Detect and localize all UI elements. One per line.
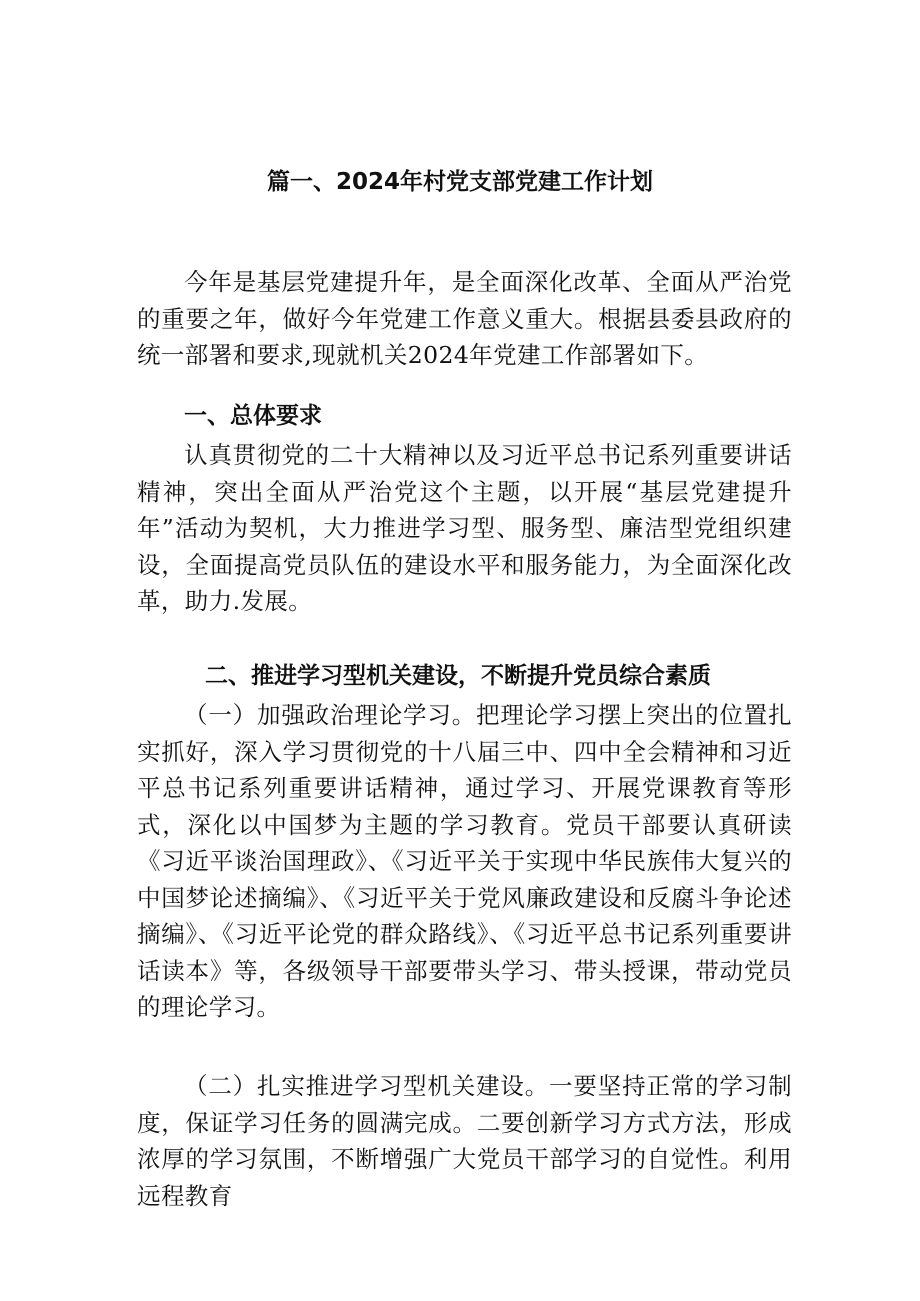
intro-paragraph: 今年是基层党建提升年，是全面深化改革、全面从严治党的重要之年，做好今年党建工作意义重大。根据县委县政府的统一部署和要求,现就机关2024年党建工作部署如下。 xyxy=(137,268,792,369)
section-2-item-1-paragraph: （一）加强政治理论学习。把理论学习摆上突出的位置扎实抓好，深入学习贯彻党的十八届三中、四中全会精神和习近平总书记系列重要讲话精神，通过学习、开展党课教育等形式，深化以中国梦为主题的学习教育。党员干部要认真研读《习近平谈治国理政》、《习近平关于实现中华民族伟大复兴的中国梦论述摘编》、《习近平关于党风廉政建设和反腐斗争论述摘编》、《习近平论党的群众路线》、《习近平总书记系列重要讲话读本》等，各级领导干部要带头学习、带头授课，带动党员的理论学习。 xyxy=(137,701,792,1021)
section-heading-1: 一、总体要求 xyxy=(184,403,322,429)
section-2-item-2-paragraph: （二）扎实推进学习型机关建设。一要坚持正常的学习制度，保证学习任务的圆满完成。二要创新学习方式方法，形成浓厚的学习氛围，不断增强广大党员干部学习的自觉性。利用远程教育 xyxy=(137,1072,792,1210)
section-heading-2: 二、推进学习型机关建设，不断提升党员综合素质 xyxy=(205,663,711,689)
section-1-paragraph: 认真贯彻党的二十大精神以及习近平总书记系列重要讲话精神，突出全面从严治党这个主题，以开展“基层党建提升年”活动为契机，大力推进学习型、服务型、廉洁型党组织建设，全面提高党员队伍的建设水平和服务能力，为全面深化改革，助力.发展。 xyxy=(137,441,792,615)
document-title: 篇一、2024年村党支部党建工作计划 xyxy=(266,169,653,195)
